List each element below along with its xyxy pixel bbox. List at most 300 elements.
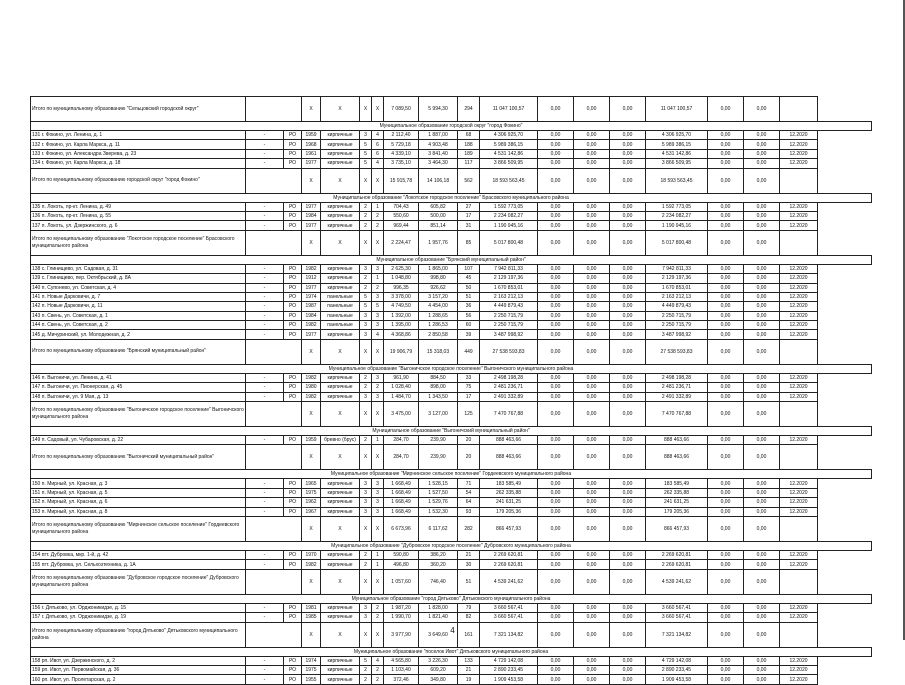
row-number: 159 <box>32 667 41 674</box>
cell-cost-total: 2 250 715,79 <box>480 321 538 330</box>
cell-area-residential: 3 226,30 <box>419 656 458 665</box>
cell-entrances: 3 <box>372 292 384 301</box>
total-mark: X <box>302 168 321 193</box>
cell-col-a: - <box>246 302 284 311</box>
cell-cost-total: 4 449 879,43 <box>480 302 538 311</box>
total-empty-cell <box>246 97 302 122</box>
cell-f2: 0,00 <box>574 613 610 622</box>
total-fund-region: 0,00 <box>574 402 610 427</box>
table-row <box>31 292 872 301</box>
cell-type: РО <box>284 613 302 622</box>
table-row <box>31 665 872 674</box>
total-fund-capital: 0,00 <box>538 97 574 122</box>
cell-f4: 2 481 236,71 <box>646 383 708 392</box>
cell-residents: 51 <box>458 292 480 301</box>
section-header-row <box>31 364 872 373</box>
total-fund-region: 0,00 <box>574 230 610 255</box>
address: п. Выгоничи, ул. 9 Мая, д. 13 <box>41 393 109 400</box>
cell-year: 1965 <box>302 479 321 488</box>
cell-f2: 0,00 <box>574 283 610 292</box>
cell-f1: 0,00 <box>538 392 574 401</box>
cell-f2: 0,00 <box>574 149 610 158</box>
cell-cost-total: 179 205,36 <box>480 507 538 516</box>
cell-f3: 0,00 <box>610 488 646 497</box>
cell-wall: кирпичные <box>321 159 360 168</box>
total-mark: X <box>302 516 321 541</box>
cell-area-residential: 898,00 <box>419 383 458 392</box>
total-fund-owners: 7 470 767,88 <box>646 402 708 427</box>
cell-f3: 0,00 <box>610 264 646 273</box>
cell-date: 12.2020 <box>780 436 818 445</box>
cell-f2: 0,00 <box>574 560 610 569</box>
cell-year: 1970 <box>302 550 321 559</box>
address: г. Фокино, ул. Карла Маркса, д. 18 <box>41 160 121 167</box>
row-number-address-cell <box>31 221 246 230</box>
cell-wall: кирпичные <box>321 149 360 158</box>
cell-f5: 0,00 <box>708 330 744 339</box>
total-area-total: 1 057,60 <box>384 569 419 594</box>
cell-f2: 0,00 <box>574 211 610 220</box>
cell-f1: 0,00 <box>538 656 574 665</box>
cell-wall: кирпичные <box>321 140 360 149</box>
cell-f1: 0,00 <box>538 159 574 168</box>
cell-cost-total: 2 163 212,13 <box>480 292 538 301</box>
cell-floors: 5 <box>360 149 372 158</box>
cell-entrances: 3 <box>372 507 384 516</box>
cell-f3: 0,00 <box>610 202 646 211</box>
table-row <box>31 675 872 684</box>
cell-type: РО <box>284 211 302 220</box>
cell-col-a: - <box>246 373 284 382</box>
total-fund-owners: 5 017 800,48 <box>646 230 708 255</box>
cell-area-residential: 349,80 <box>419 675 458 684</box>
total-mark: X <box>360 516 372 541</box>
section-header: Муниципальное образование "Дубровское городское поселение" Дубровского муниципального района <box>31 541 872 550</box>
total-extra-1: 0,00 <box>708 168 744 193</box>
cell-type: РО <box>284 436 302 445</box>
cell-area-total: 5 729,18 <box>384 140 419 149</box>
cell-f1: 0,00 <box>538 498 574 507</box>
cell-f1: 0,00 <box>538 140 574 149</box>
row-number-address-cell <box>31 613 246 622</box>
cell-col-a: - <box>246 221 284 230</box>
total-empty-cell <box>246 168 302 193</box>
total-cost-total: 866 457,93 <box>480 516 538 541</box>
cell-date: 12.2020 <box>780 507 818 516</box>
cell-date: 12.2020 <box>780 560 818 569</box>
cell-f3: 0,00 <box>610 392 646 401</box>
section-header: Муниципальное образование городской округ "город Фокино" <box>31 122 872 131</box>
total-mark: X <box>360 622 372 647</box>
total-fund-local: 0,00 <box>610 230 646 255</box>
cell-floors: 2 <box>360 221 372 230</box>
cell-date: 12.2020 <box>780 479 818 488</box>
cell-f3: 0,00 <box>610 321 646 330</box>
total-empty-cell <box>780 97 818 122</box>
address: п. Локоть, пр-кт. Ленина, д. 49 <box>41 203 111 210</box>
cell-f1: 0,00 <box>538 665 574 674</box>
total-fund-capital: 0,00 <box>538 569 574 594</box>
cell-f4: 5 989 386,15 <box>646 140 708 149</box>
cell-f2: 0,00 <box>574 550 610 559</box>
cell-type: РО <box>284 140 302 149</box>
cell-f1: 0,00 <box>538 131 574 140</box>
cell-area-residential: 605,82 <box>419 202 458 211</box>
cell-f4: 3 660 567,41 <box>646 603 708 612</box>
cell-f1: 0,00 <box>538 560 574 569</box>
cell-area-total: 1 028,40 <box>384 383 419 392</box>
cell-year: 1982 <box>302 264 321 273</box>
cell-year: 1982 <box>302 373 321 382</box>
cell-f3: 0,00 <box>610 149 646 158</box>
total-row <box>31 230 872 255</box>
total-empty-cell <box>246 445 302 470</box>
cell-cost-total: 4 306 925,70 <box>480 131 538 140</box>
row-number: 147 <box>32 384 41 391</box>
cell-f3: 0,00 <box>610 140 646 149</box>
cell-cost-total: 2 250 715,79 <box>480 311 538 320</box>
address: п. Садовый, ул. Чубаровская, д. 22 <box>41 437 124 444</box>
cell-f3: 0,00 <box>610 274 646 283</box>
cell-floors: 5 <box>360 159 372 168</box>
cell-f5: 0,00 <box>708 613 744 622</box>
total-fund-owners: 4 539 241,62 <box>646 569 708 594</box>
address: п. Выгоничи, ул. Ленина, д. 41 <box>41 375 112 382</box>
cell-floors: 3 <box>360 507 372 516</box>
total-mark: X <box>372 339 384 364</box>
cell-col-a: - <box>246 131 284 140</box>
cell-f1: 0,00 <box>538 211 574 220</box>
cell-type: РО <box>284 311 302 320</box>
cell-entrances: 4 <box>372 159 384 168</box>
cell-year: 1955 <box>302 675 321 684</box>
cell-floors: 2 <box>360 383 372 392</box>
cell-f1: 0,00 <box>538 507 574 516</box>
total-fund-capital: 0,00 <box>538 622 574 647</box>
cell-floors: 2 <box>360 675 372 684</box>
total-mark: X <box>360 569 372 594</box>
cell-col-a: - <box>246 383 284 392</box>
cell-area-residential: 3 464,30 <box>419 159 458 168</box>
cell-f5: 0,00 <box>708 383 744 392</box>
row-number-address-cell <box>31 202 246 211</box>
cell-f5: 0,00 <box>708 498 744 507</box>
cell-f2: 0,00 <box>574 221 610 230</box>
total-area-total: 15 915,78 <box>384 168 419 193</box>
cell-type: РО <box>284 283 302 292</box>
cell-col-a: - <box>246 140 284 149</box>
cell-residents: 33 <box>458 373 480 382</box>
cell-wall: панельные <box>321 292 360 301</box>
total-extra-2: 0,00 <box>744 168 780 193</box>
cell-residents: 71 <box>458 479 480 488</box>
total-fund-owners: 18 593 563,45 <box>646 168 708 193</box>
cell-f2: 0,00 <box>574 330 610 339</box>
total-mark: X <box>321 445 360 470</box>
cell-f3: 0,00 <box>610 603 646 612</box>
total-label: Итого по муниципальному образованию городской округ "город Фокино" <box>31 168 246 193</box>
total-label: Итого по муниципальному образованию "Дубровское городское поселение" Дубровского муниципального района <box>31 569 246 594</box>
cell-wall: кирпичные <box>321 274 360 283</box>
address: п. Мирный, ул. Красная, д. 8 <box>41 508 108 515</box>
address: рп. Ивот, ул. Дзержинского, д. 2 <box>41 657 115 664</box>
total-fund-region: 0,00 <box>574 339 610 364</box>
section-header-row <box>31 193 872 202</box>
cell-entrances: 4 <box>372 656 384 665</box>
cell-f6: 0,00 <box>744 488 780 497</box>
cell-area-residential: 1 528,15 <box>419 479 458 488</box>
cell-f2: 0,00 <box>574 274 610 283</box>
cell-date: 12.2020 <box>780 131 818 140</box>
total-row <box>31 339 872 364</box>
row-number-address-cell <box>31 373 246 382</box>
total-residents: 85 <box>458 230 480 255</box>
section-header-row <box>31 470 872 479</box>
cell-area-residential: 4 903,48 <box>419 140 458 149</box>
total-fund-owners: 7 321 134,82 <box>646 622 708 647</box>
cell-floors: 3 <box>360 479 372 488</box>
total-mark: X <box>360 402 372 427</box>
total-mark: X <box>302 445 321 470</box>
cell-f4: 183 585,49 <box>646 479 708 488</box>
cell-floors: 2 <box>360 560 372 569</box>
table-row <box>31 488 872 497</box>
total-label: Итого по муниципальному образованию "город Дятьково" Дятьковского муниципального района <box>31 622 246 647</box>
cell-f4: 3 660 567,41 <box>646 613 708 622</box>
cell-f6: 0,00 <box>744 392 780 401</box>
total-extra-1: 0,00 <box>708 97 744 122</box>
cell-f5: 0,00 <box>708 665 744 674</box>
cell-wall: кирпичные <box>321 221 360 230</box>
cell-f6: 0,00 <box>744 202 780 211</box>
cell-f5: 0,00 <box>708 436 744 445</box>
cell-floors: 2 <box>360 436 372 445</box>
cell-cost-total: 2 890 233,45 <box>480 665 538 674</box>
cell-area-residential: 360,20 <box>419 560 458 569</box>
cell-area-residential: 3 157,20 <box>419 292 458 301</box>
table-row <box>31 383 872 392</box>
cell-year: 1975 <box>302 488 321 497</box>
cell-f1: 0,00 <box>538 311 574 320</box>
cell-entrances: 5 <box>372 302 384 311</box>
cell-wall: кирпичные <box>321 202 360 211</box>
total-cost-total: 11 047 100,57 <box>480 97 538 122</box>
cell-residents: 17 <box>458 392 480 401</box>
cell-f6: 0,00 <box>744 560 780 569</box>
total-residents: 282 <box>458 516 480 541</box>
total-mark: X <box>360 445 372 470</box>
cell-f1: 0,00 <box>538 274 574 283</box>
cell-f4: 241 631,25 <box>646 498 708 507</box>
cell-wall: кирпичные <box>321 283 360 292</box>
cell-floors: 2 <box>360 211 372 220</box>
cell-date: 12.2020 <box>780 488 818 497</box>
cell-entrances: 4 <box>372 131 384 140</box>
cell-cost-total: 2 491 332,89 <box>480 392 538 401</box>
cell-entrances: 3 <box>372 479 384 488</box>
cell-cost-total: 3 487 998,92 <box>480 330 538 339</box>
cell-f4: 3 866 509,95 <box>646 159 708 168</box>
row-number: 139 <box>32 275 41 282</box>
cell-f4: 1 909 453,58 <box>646 675 708 684</box>
cell-area-total: 969,44 <box>384 221 419 230</box>
cell-year: 1987 <box>302 302 321 311</box>
cell-f4: 4 449 879,43 <box>646 302 708 311</box>
cell-residents: 68 <box>458 131 480 140</box>
cell-residents: 54 <box>458 488 480 497</box>
cell-wall: кирпичные <box>321 264 360 273</box>
total-fund-region: 0,00 <box>574 516 610 541</box>
total-fund-local: 0,00 <box>610 516 646 541</box>
cell-cost-total: 2 234 082,27 <box>480 211 538 220</box>
cell-f6: 0,00 <box>744 550 780 559</box>
cell-date: 12.2020 <box>780 613 818 622</box>
address: п. Свень, ул. Советская, д. 2 <box>41 322 108 329</box>
cell-floors: 3 <box>360 264 372 273</box>
cell-wall: кирпичные <box>321 603 360 612</box>
cell-year: 1977 <box>302 330 321 339</box>
cell-area-total: 961,90 <box>384 373 419 382</box>
cell-date: 12.2020 <box>780 321 818 330</box>
row-number: 138 <box>32 265 41 272</box>
cell-f1: 0,00 <box>538 292 574 301</box>
row-number: 145 <box>32 331 41 338</box>
cell-cost-total: 4 729 142,08 <box>480 656 538 665</box>
cell-date: 12.2020 <box>780 264 818 273</box>
total-area-total: 284,70 <box>384 445 419 470</box>
total-residents: 51 <box>458 569 480 594</box>
cell-floors: 3 <box>360 321 372 330</box>
cell-f5: 0,00 <box>708 560 744 569</box>
cell-floors: 2 <box>360 373 372 382</box>
cell-f5: 0,00 <box>708 675 744 684</box>
total-cost-total: 4 539 241,62 <box>480 569 538 594</box>
cell-type: РО <box>284 675 302 684</box>
table-row <box>31 560 872 569</box>
row-number-address-cell <box>31 131 246 140</box>
cell-type: РО <box>284 321 302 330</box>
row-number: 131 <box>32 132 41 139</box>
cell-cost-total: 7 942 811,33 <box>480 264 538 273</box>
cell-entrances: 3 <box>372 373 384 382</box>
total-area-total: 2 224,47 <box>384 230 419 255</box>
cell-type: РО <box>284 479 302 488</box>
cell-residents: 79 <box>458 603 480 612</box>
cell-f5: 0,00 <box>708 264 744 273</box>
total-mark: X <box>360 168 372 193</box>
total-mark: X <box>372 168 384 193</box>
cell-residents: 21 <box>458 550 480 559</box>
cell-area-residential: 998,80 <box>419 274 458 283</box>
total-cost-total: 888 463,66 <box>480 445 538 470</box>
table-row <box>31 656 872 665</box>
cell-entrances: 3 <box>372 488 384 497</box>
total-fund-owners: 888 463,66 <box>646 445 708 470</box>
cell-f1: 0,00 <box>538 613 574 622</box>
cell-date: 12.2020 <box>780 211 818 220</box>
total-mark: X <box>302 569 321 594</box>
cell-area-residential: 884,50 <box>419 373 458 382</box>
total-mark: X <box>302 230 321 255</box>
table-row <box>31 507 872 516</box>
cell-floors: 5 <box>360 140 372 149</box>
cell-f5: 0,00 <box>708 603 744 612</box>
row-number-address-cell <box>31 383 246 392</box>
row-number-address-cell <box>31 392 246 401</box>
section-header: Муниципальное образование "Брянский муниципальный район" <box>31 255 872 264</box>
cell-f1: 0,00 <box>538 321 574 330</box>
row-number: 157 <box>32 614 41 621</box>
cell-type: РО <box>284 202 302 211</box>
address: п. Новые Дарковичи, д. 11 <box>41 303 103 310</box>
cell-col-a: - <box>246 498 284 507</box>
cell-year: 1967 <box>302 507 321 516</box>
cell-floors: 3 <box>360 311 372 320</box>
cell-year: 1959 <box>302 131 321 140</box>
address: рп. Ивот, ул. Первомайская, д. 36 <box>41 667 120 674</box>
total-extra-1: 0,00 <box>708 445 744 470</box>
cell-f3: 0,00 <box>610 498 646 507</box>
total-fund-region: 0,00 <box>574 445 610 470</box>
cell-area-residential: 500,00 <box>419 211 458 220</box>
address: п. Супонево, ул. Советская, д. 4 <box>41 284 116 291</box>
cell-f3: 0,00 <box>610 330 646 339</box>
total-label: Итого по муниципальному образованию "Брянский муниципальный район" <box>31 339 246 364</box>
total-fund-capital: 0,00 <box>538 168 574 193</box>
cell-wall: кирпичные <box>321 131 360 140</box>
address: п. Локоть, ул. Дзержинского, д. 6 <box>41 222 118 229</box>
row-number-address-cell <box>31 330 246 339</box>
total-area-total: 19 906,79 <box>384 339 419 364</box>
cell-f4: 2 269 620,81 <box>646 560 708 569</box>
cell-area-total: 1 990,70 <box>384 613 419 622</box>
total-fund-region: 0,00 <box>574 97 610 122</box>
cell-residents: 21 <box>458 665 480 674</box>
address: г. Дятьково, ул. Орджоникидзе, д. 15 <box>41 604 127 611</box>
cell-residents: 39 <box>458 330 480 339</box>
row-number-address-cell <box>31 211 246 220</box>
cell-entrances: 2 <box>372 221 384 230</box>
cell-year: 1977 <box>302 221 321 230</box>
section-header: Муниципальное образование "Выгоничский муниципальный район" <box>31 427 872 436</box>
cell-year: 1981 <box>302 603 321 612</box>
table-row <box>31 603 872 612</box>
cell-cost-total: 2 129 197,36 <box>480 274 538 283</box>
cell-col-a: - <box>246 550 284 559</box>
cell-f5: 0,00 <box>708 211 744 220</box>
cell-f1: 0,00 <box>538 383 574 392</box>
cell-type: РО <box>284 292 302 301</box>
cell-year: 1982 <box>302 321 321 330</box>
cell-floors: 2 <box>360 274 372 283</box>
cell-entrances: 3 <box>372 264 384 273</box>
row-number-address-cell <box>31 479 246 488</box>
cell-f4: 2 163 212,13 <box>646 292 708 301</box>
cell-date: 12.2020 <box>780 330 818 339</box>
cell-cost-total: 2 481 236,71 <box>480 383 538 392</box>
cell-area-residential: 926,62 <box>419 283 458 292</box>
cell-entrances: 3 <box>372 311 384 320</box>
cell-year: 1985 <box>302 613 321 622</box>
cell-area-total: 1 668,49 <box>384 479 419 488</box>
cell-entrances: 1 <box>372 550 384 559</box>
cell-type: РО <box>284 392 302 401</box>
cell-col-a: - <box>246 149 284 158</box>
cell-col-a: - <box>246 613 284 622</box>
cell-area-total: 1 392,00 <box>384 311 419 320</box>
cell-date: 12.2020 <box>780 656 818 665</box>
cell-f5: 0,00 <box>708 274 744 283</box>
